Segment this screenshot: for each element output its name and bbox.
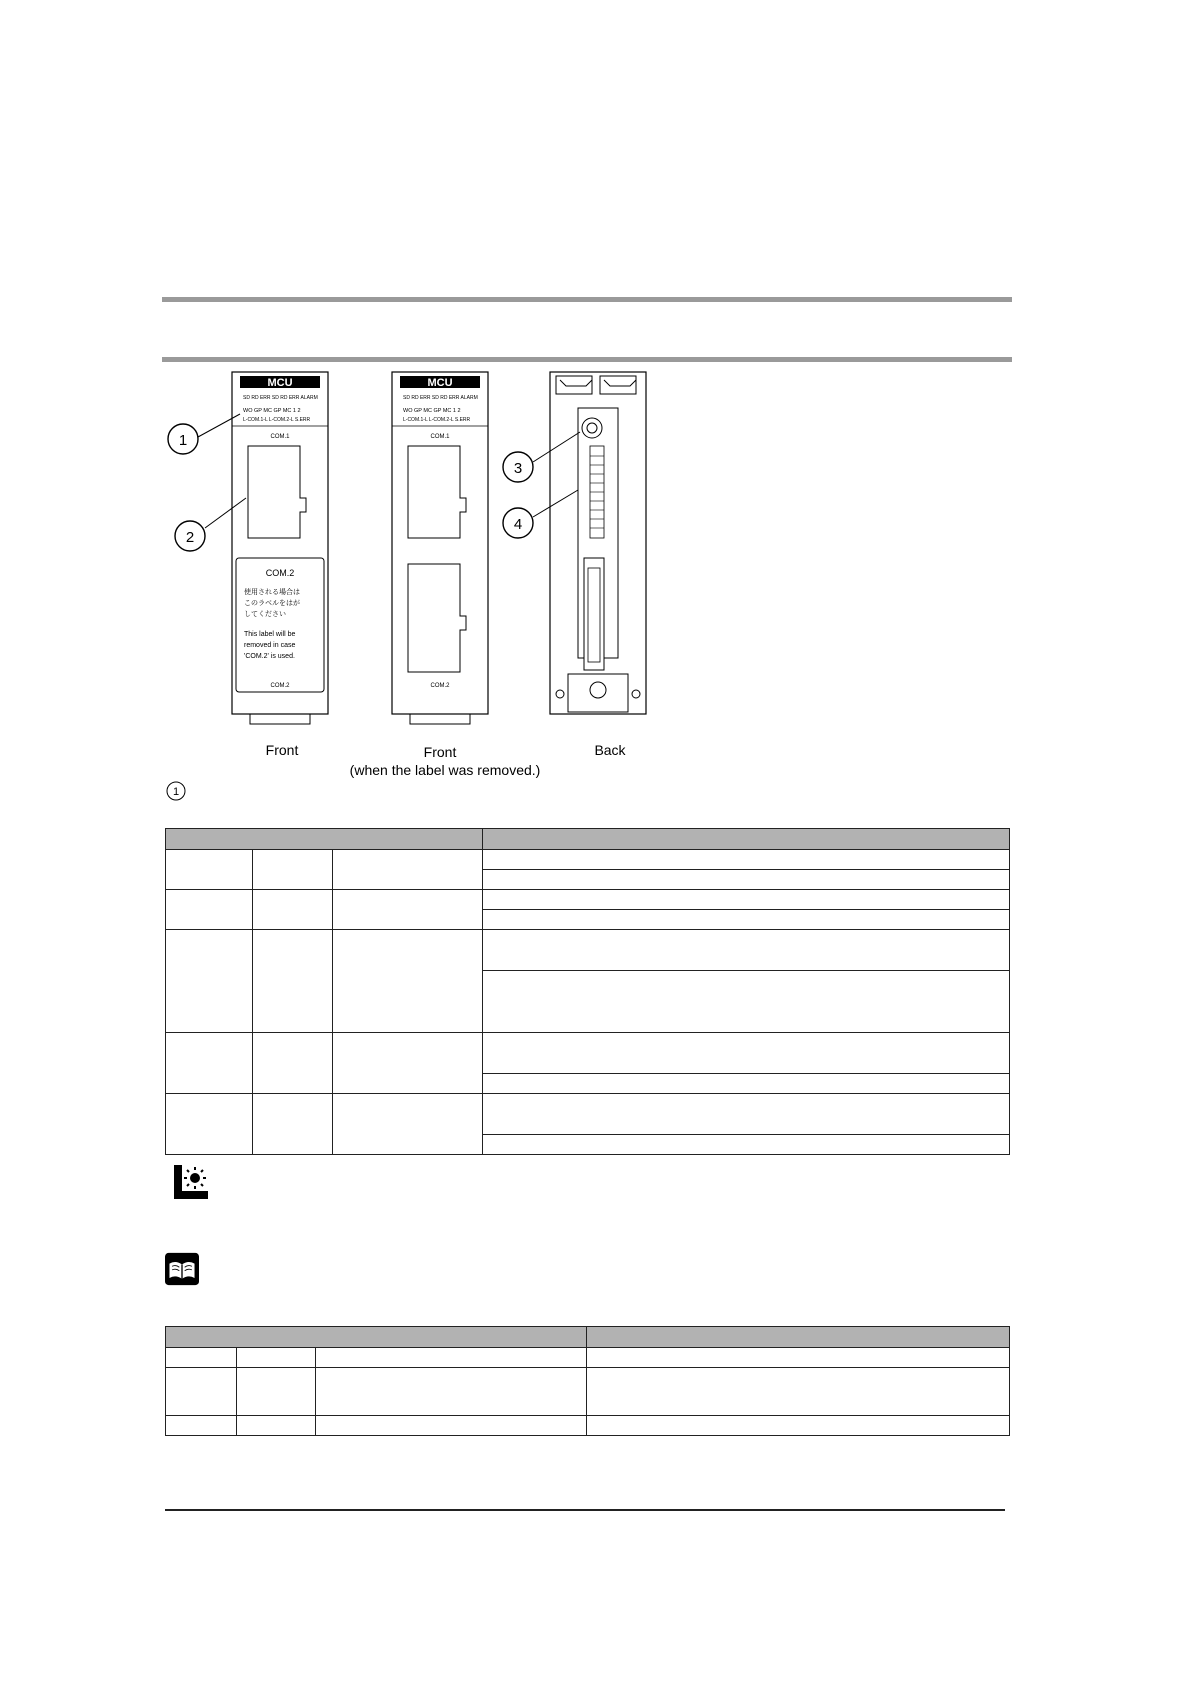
svg-text:1: 1 (172, 786, 180, 798)
dip-switch (590, 446, 604, 538)
table-cell (483, 850, 1010, 870)
table-cell (253, 1033, 333, 1094)
led-row-3: L-COM.1-L L-COM.2-L S.ERR (243, 417, 311, 423)
caption-front-removed-2: (when the label was removed.) (349, 762, 541, 778)
table-cell (587, 1348, 1010, 1368)
sticker-en-3: 'COM.2' is used. (244, 653, 295, 660)
table-cell (166, 1416, 237, 1436)
module-name: MCU (267, 377, 293, 389)
table-cell (483, 910, 1010, 930)
header-rule-bottom (162, 357, 1012, 362)
front-module-label-removed (392, 372, 488, 724)
table-cell (483, 1094, 1010, 1135)
port2-label: COM.2 (270, 683, 290, 689)
led-row-2: WO GP MC GP MC 1 2 (243, 408, 301, 414)
table-cell (483, 971, 1010, 1033)
footer-rule (165, 1509, 1005, 1511)
callouts (168, 414, 580, 551)
table-cell (483, 1033, 1010, 1074)
table-header (483, 829, 1010, 850)
sticker-en-2: removed in case (244, 642, 296, 649)
legend-marker-1 (165, 780, 187, 802)
callout-1: 1 (178, 432, 188, 449)
table-cell (483, 890, 1010, 910)
sticker-jp-3: してください (244, 611, 286, 618)
callout-3: 3 (513, 460, 523, 477)
setting-table (165, 1326, 1010, 1436)
table-cell (166, 1368, 237, 1416)
port1-label: COM.1 (430, 434, 450, 440)
led-row-1: SD RD ERR SD RD ERR ALARM (403, 395, 478, 401)
reference-book-icon (165, 1252, 199, 1286)
table-cell (483, 870, 1010, 890)
table-cell (253, 1094, 333, 1155)
table-header (166, 1327, 587, 1348)
table-cell (166, 850, 253, 890)
sticker-en-1: This label will be (244, 631, 296, 638)
port1-label: COM.1 (270, 434, 290, 440)
table-cell (333, 930, 483, 1033)
table-cell (166, 1348, 237, 1368)
table-cell (253, 850, 333, 890)
table-cell (316, 1416, 587, 1436)
table-cell (237, 1348, 316, 1368)
sticker-jp-1: 使用される場合は (244, 589, 300, 596)
led-row-3: L-COM.1-L L-COM.2-L S.ERR (403, 417, 471, 423)
header-rule-top (162, 297, 1012, 302)
table-header (166, 829, 483, 850)
table-cell (237, 1416, 316, 1436)
table-cell (333, 1033, 483, 1094)
table-cell (587, 1368, 1010, 1416)
table-cell (253, 930, 333, 1033)
table-cell (166, 1033, 253, 1094)
table-cell (253, 890, 333, 930)
table-cell (166, 1094, 253, 1155)
table-cell (237, 1368, 316, 1416)
sticker-jp-2: このラベルをはが (244, 600, 300, 607)
table-cell (483, 930, 1010, 971)
table-cell (333, 850, 483, 890)
table-cell (333, 1094, 483, 1155)
caption-front-removed-1: Front (423, 744, 457, 760)
callout-4: 4 (513, 516, 523, 533)
module-name: MCU (427, 377, 453, 389)
table-cell (483, 1135, 1010, 1155)
callout-2: 2 (185, 529, 195, 546)
led-table (165, 828, 1010, 1155)
mcu-module-figure (160, 368, 660, 788)
table-cell (166, 890, 253, 930)
table-cell (333, 890, 483, 930)
table-header (587, 1327, 1010, 1348)
back-module (550, 372, 646, 714)
table-cell (316, 1368, 587, 1416)
table-cell (316, 1348, 587, 1368)
sticker-title: COM.2 (265, 568, 295, 578)
caption-back: Back (594, 742, 626, 758)
table-cell (166, 930, 253, 1033)
front-module (232, 372, 328, 724)
led-row-2: WO GP MC GP MC 1 2 (403, 408, 461, 414)
point-lightbulb-icon (174, 1165, 208, 1199)
caption-front: Front (265, 742, 299, 758)
table-cell (483, 1074, 1010, 1094)
port2-label: COM.2 (430, 683, 450, 689)
table-cell (587, 1416, 1010, 1436)
led-row-1: SD RD ERR SD RD ERR ALARM (243, 395, 318, 401)
